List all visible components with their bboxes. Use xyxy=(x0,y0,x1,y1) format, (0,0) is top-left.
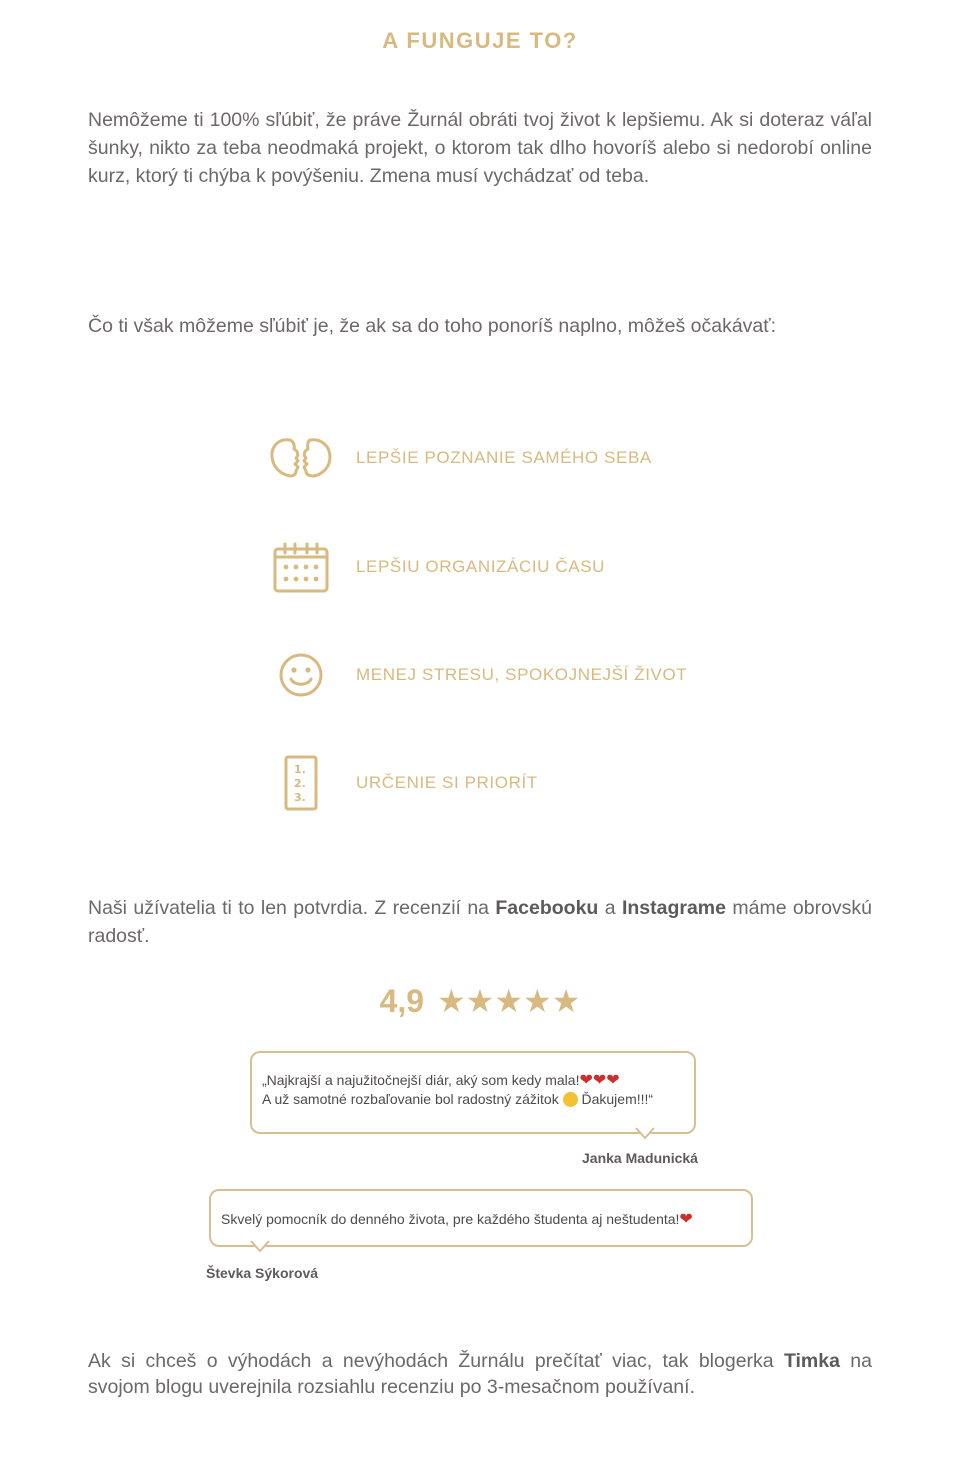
calendar-icon xyxy=(266,537,336,597)
two-heads-icon xyxy=(266,428,336,488)
review-text: A už samotné rozbaľovanie bol radostný zážitok xyxy=(262,1091,559,1107)
heart-icon: ❤ xyxy=(679,1211,693,1228)
review-text: Ďakujem!!!“ xyxy=(581,1091,654,1107)
review-bubble xyxy=(250,1051,696,1134)
review-author: Janka Madunická xyxy=(582,1150,698,1166)
svg-text:1.: 1. xyxy=(294,763,306,776)
benefit-item-less-stress xyxy=(266,645,726,705)
benefit-label: MENEJ STRESU, SPOKOJNEJŠÍ ŽIVOT xyxy=(356,665,688,684)
speech-tail-icon xyxy=(251,1240,269,1258)
benefit-item-self-knowledge xyxy=(266,428,726,488)
numbered-list-icon xyxy=(266,753,336,813)
instagram-link[interactable]: Instagrame xyxy=(621,897,726,919)
timka-link[interactable]: Timka xyxy=(783,1350,840,1372)
smiley-emoji-icon xyxy=(563,1092,578,1107)
page-title: A FUNGUJE TO? xyxy=(382,28,578,53)
outro-paragraph: Ak si chceš o výhodách a nevýhodách Žurnálu prečítať viac, tak blogerka Timka na svojom blogu uverejnila rozsiahlu recenziu po 3-mesačnom používaní. xyxy=(88,1350,872,1398)
benefit-label: URČENIE SI PRIORÍT xyxy=(356,773,538,792)
intro-paragraph-2: Čo ti však môžeme sľúbiť je, že ak sa do toho ponoríš naplno, môžeš očakávať: xyxy=(88,315,776,337)
heart-icon: ❤❤❤ xyxy=(579,1072,620,1089)
review-bubble xyxy=(209,1189,753,1247)
benefit-label: LEPŠIE POZNANIE SAMÉHO SEBA xyxy=(356,448,652,467)
review-author: Števka Sýkorová xyxy=(206,1265,319,1281)
review-text: „Najkrajší a najužitočnejší diár, aký som kedy mala! xyxy=(262,1072,580,1088)
rating-value: 4,9 xyxy=(379,983,425,1019)
benefit-label: LEPŠIU ORGANIZÁCIU ČASU xyxy=(356,557,606,576)
star-rating-icon: ★★★★★ xyxy=(436,983,581,1019)
facebook-link[interactable]: Facebooku xyxy=(495,897,599,919)
benefit-item-time-organization xyxy=(266,537,726,597)
speech-tail-icon xyxy=(636,1127,654,1145)
intro-paragraph-1: Nemôžeme ti 100% sľúbiť, že práve Žurnál obráti tvoj život k lepšiemu. Ak si doteraz váľal šunky, nikto za teba neodmaká projekt, o ktorom tak dlho hovoríš alebo si nedorobí online kurz, ktorý ti chýba k povýšeniu. Zmena musí vychádzať od teba. xyxy=(88,109,872,187)
svg-text:2.: 2. xyxy=(294,777,306,790)
review-text: Skvelý pomocník do denného života, pre každého študenta aj neštudenta! xyxy=(221,1211,680,1227)
rating xyxy=(0,982,960,1020)
users-paragraph: Naši užívatelia ti to len potvrdia. Z recenzií na Facebooku a Instagrame máme obrovskú radosť. xyxy=(88,897,873,947)
benefit-item-priorities xyxy=(266,753,726,813)
svg-text:3.: 3. xyxy=(294,791,306,804)
smiley-icon xyxy=(266,645,336,705)
